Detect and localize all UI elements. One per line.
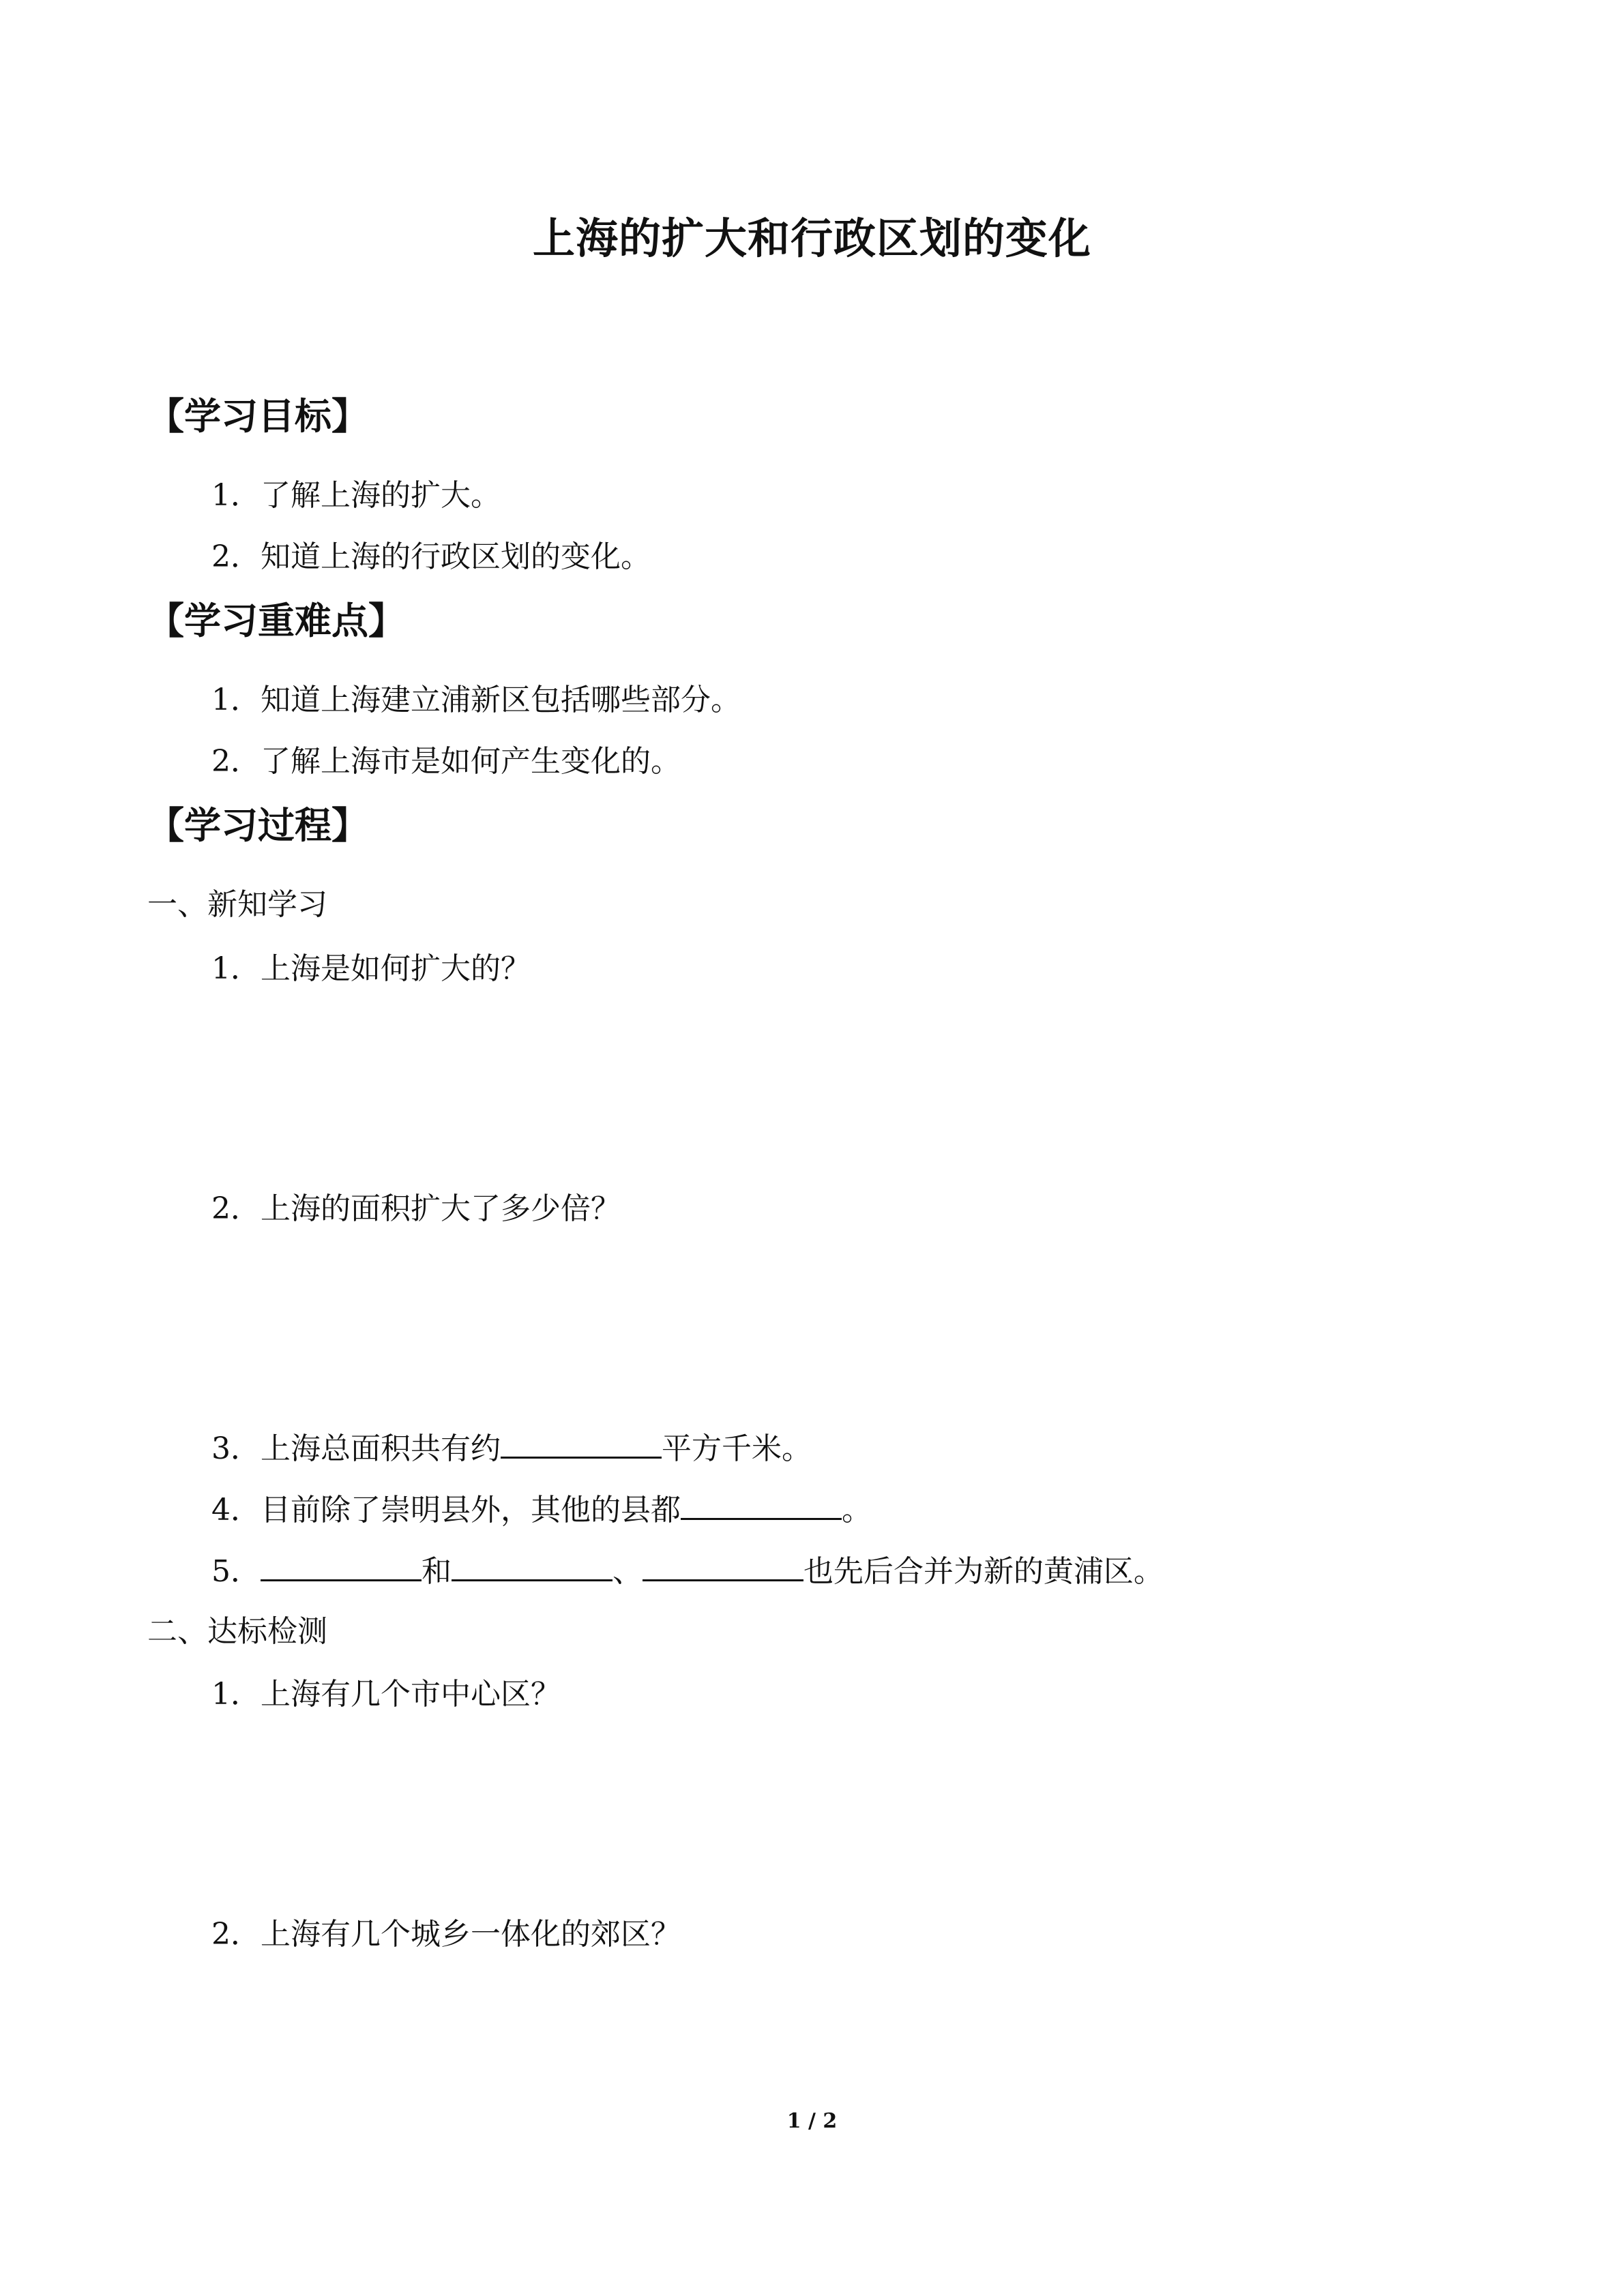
heading-key-points: 【学习重难点】 xyxy=(147,599,405,642)
question-new-4 xyxy=(211,1485,872,1529)
question-new-2: 2．上海的面积扩大了多少倍？ xyxy=(211,1191,621,1226)
answer-blank-district-1[interactable] xyxy=(261,1552,422,1581)
page-title: 上海的扩大和行政区划的变化 xyxy=(532,213,1091,263)
question-new-3 xyxy=(211,1424,812,1467)
heading-objectives: 【学习目标】 xyxy=(147,394,368,438)
objective-item-1: 1．了解上海的扩大。 xyxy=(211,478,501,513)
question-new-4-text: 4．目前除了崇明县外，其他的县都 xyxy=(211,1493,681,1527)
question-new-4-end: 。 xyxy=(842,1493,872,1527)
answer-blank-area[interactable] xyxy=(501,1429,662,1459)
section-check-label: 二、达标检测 xyxy=(147,1614,327,1649)
question-new-5-comma: 、 xyxy=(612,1554,643,1589)
question-check-2: 2．上海有几个城乡一体化的郊区？ xyxy=(211,1917,681,1952)
question-new-3-unit: 平方千米。 xyxy=(662,1431,812,1466)
heading-process: 【学习过程】 xyxy=(147,803,368,847)
key-point-item-1: 1．知道上海建立浦新区包括哪些部分。 xyxy=(211,683,741,717)
page-number: 1 / 2 xyxy=(786,2109,838,2133)
question-new-5-number: 5． xyxy=(211,1554,261,1589)
question-new-5 xyxy=(211,1547,1164,1590)
question-new-3-text: 3．上海总面积共有约 xyxy=(211,1431,501,1466)
objective-item-2: 2．知道上海的行政区划的变化。 xyxy=(211,539,651,574)
question-new-1: 1．上海是如何扩大的？ xyxy=(211,951,531,986)
answer-blank-county[interactable] xyxy=(681,1491,842,1520)
question-check-1: 1．上海有几个市中心区？ xyxy=(211,1677,561,1712)
key-point-item-2: 2．了解上海市是如何产生变化的。 xyxy=(211,744,681,779)
question-new-5-text: 也先后合并为新的黄浦区。 xyxy=(803,1554,1164,1589)
answer-blank-district-3[interactable] xyxy=(643,1552,803,1581)
question-new-5-and: 和 xyxy=(422,1554,452,1589)
section-new-label: 一、新知学习 xyxy=(147,887,327,922)
answer-blank-district-2[interactable] xyxy=(452,1552,612,1581)
